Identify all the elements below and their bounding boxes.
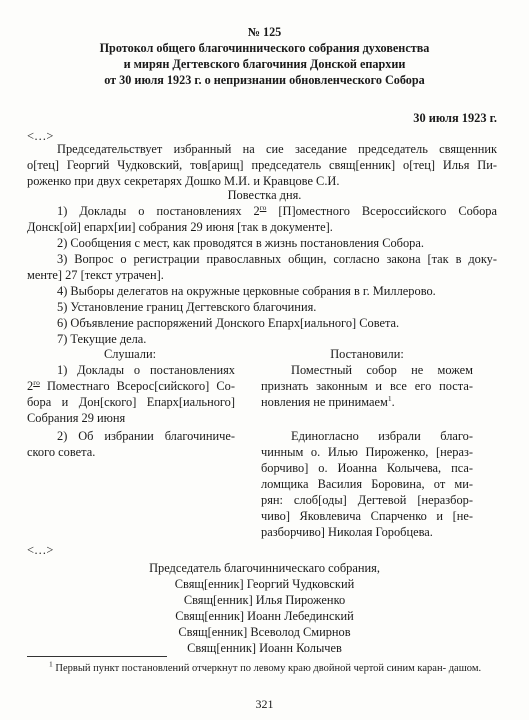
- intro-line: о[тец] Георгий Чудковский, тов[арищ] председатель свящ[енник] о[тец] Илья Пи-: [27, 158, 497, 172]
- signature-line: Свящ[енник] Георгий Чудковский: [174, 577, 355, 591]
- agenda-item-5: 5) Установление границ Дегтевского благочиния.: [57, 300, 317, 314]
- resolved-item-2: Единогласно избрали благо-: [291, 429, 473, 443]
- heard-item-2: 2) Об избрании благочиниче-: [57, 429, 235, 443]
- resolved-item-1-cont: признать законным и все его поста-: [261, 379, 473, 393]
- intro-line: роженко при двух секретарях Дошко М.И. и Кравцове С.И.: [27, 174, 340, 188]
- heard-item-1: 1) Доклады о постановлениях: [57, 363, 235, 377]
- signature-heading: Председатель благочинническаго собрания,: [149, 561, 380, 575]
- agenda-item-4: 4) Выборы делегатов на окружные церковные собрания в г. Миллерово.: [57, 284, 436, 298]
- footnote-mark: 1: [49, 659, 53, 669]
- resolved-item-1-cont: новления не принимаем$^1$.: [261, 393, 395, 409]
- resolved-item-2-cont: разборчиво] Николая Горобцева.: [261, 525, 433, 539]
- heard-item-1-cont: бора и Дон[ского] Епарх[иального]: [27, 395, 235, 409]
- resolved-item-2-cont: рян: слоб[оды] Дегтевой [неразбор-: [261, 493, 473, 507]
- agenda-item-2: 2) Сообщения с мест, как проводятся в жизнь постановления Собора.: [57, 236, 424, 250]
- heard-title: Слушали:: [103, 347, 157, 361]
- heard-item-1-cont: $2^{го}$ Поместнаго Всерос[сийского] Со-: [27, 377, 235, 393]
- omission-mark-bottom: <…>: [27, 543, 54, 557]
- resolved-item-2-cont: борчиво] о. Иоанна Колычева, пса-: [261, 461, 473, 475]
- footnote: $^1$ Первый пункт постановлений отчеркнут по левому краю двойной чертой синим каран- дашом.: [49, 659, 482, 674]
- document-number: № 125: [247, 25, 282, 39]
- omission-mark-top: <…>: [27, 129, 54, 143]
- document-title-line-3: от 30 июля 1923 г. о непризнании обновленческого Собора: [104, 73, 425, 87]
- heard-item-1-cont: Собрания 29 июня: [27, 411, 126, 425]
- footnote-ref: 1: [387, 393, 392, 403]
- resolved-item-2-cont: ломщика Василия Боровина, от ми-: [261, 477, 473, 491]
- signature-line: Свящ[енник] Всеволод Смирнов: [178, 625, 351, 639]
- resolved-title: Постановили:: [330, 347, 404, 361]
- agenda-item-3-cont: менте] 27 [текст утрачен].: [27, 268, 164, 282]
- signature-line: Свящ[енник] Илья Пироженко: [183, 593, 346, 607]
- document-date: 30 июля 1923 г.: [413, 111, 497, 125]
- agenda-title: Повестка дня.: [227, 188, 302, 202]
- signature-line: Свящ[енник] Иоанн Колычев: [187, 641, 342, 655]
- agenda-item-6: 6) Объявление распоряжений Донского Епарх[иального] Совета.: [57, 316, 400, 330]
- resolved-item-2-cont: чиво] Яковлевича Спарченко и [не-: [261, 509, 473, 523]
- agenda-item-1: 1) Доклады о постановлениях $2^{го}$ [П]оместного Всероссийского Собора: [57, 202, 497, 218]
- footnote-divider: [27, 656, 167, 657]
- agenda-item-7: 7) Текущие дела.: [57, 332, 147, 346]
- document-title-line-2: и мирян Дегтевского благочиния Донской епархии: [123, 57, 406, 71]
- resolved-item-2-cont: чинным о. Илью Пироженко, [нераз-: [261, 445, 473, 459]
- signature-line: Свящ[енник] Иоанн Лебединский: [175, 609, 354, 623]
- agenda-item-3: 3) Вопрос о регистрации православных общин, согласно закона [так в доку-: [57, 252, 497, 266]
- heard-item-2-cont: ского совета.: [27, 445, 96, 459]
- resolved-item-1: Поместный собор не можем: [291, 363, 473, 377]
- intro-line: Председательствует избранный на сие заседание председатель священник: [57, 142, 497, 156]
- agenda-item-1-cont: Донск[ой] епарх[ии] собрания 29 июня [так в документе].: [27, 220, 333, 234]
- page-number: 321: [255, 697, 274, 711]
- document-title-line-1: Протокол общего благочиннического собрания духовенства: [99, 41, 430, 55]
